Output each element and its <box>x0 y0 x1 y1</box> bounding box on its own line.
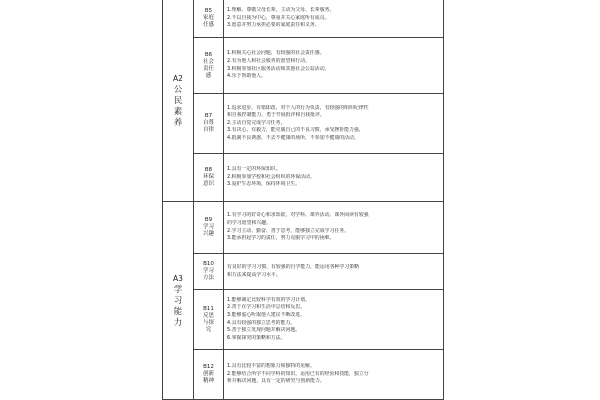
description-line: 1.具有一定的环保知识。 <box>227 166 281 173</box>
row-code: B7 <box>204 113 213 119</box>
row-code: B9 <box>204 217 213 223</box>
row-description <box>227 254 441 289</box>
description-line: 2.有为他人和社会服务的愿望和行动。 <box>227 57 310 64</box>
description-line: 3.愿意并努力承担必要的家庭责任和义务。 <box>227 22 320 29</box>
table-row <box>194 94 443 154</box>
group-code: A3 <box>173 273 183 283</box>
description-line: 和自我控制能力，勇于开展批评和自我批评。 <box>227 112 325 119</box>
row-description <box>227 0 441 37</box>
description-line: 4.抵制不良诱惑，不去不健康的场所，不参加不健康的活动。 <box>227 134 359 141</box>
description-line: 有良好的学习习惯，有较强的自学能力，能运用各种学习策略 <box>227 263 360 270</box>
row-name: 家庭任感 <box>202 15 214 28</box>
row-name: 创新精神 <box>202 371 214 384</box>
description-line: 4.乐于帮助他人。 <box>227 73 266 80</box>
row-description <box>227 350 441 399</box>
description-line: 3.积极参加社区服务活动和其他社会公益活动。 <box>227 65 330 72</box>
description-line: 3.能够虚心听取他人建议不断改进。 <box>227 311 306 318</box>
description-line: 析并解决问题，具有一定的研究与创新能力。 <box>227 378 325 385</box>
description-line: 2.主动自觉完成学习任务。 <box>227 119 286 126</box>
row-code: B6 <box>204 51 213 58</box>
row-description <box>227 290 441 349</box>
row-code: B12 <box>203 364 214 370</box>
description-line: 3.爱护生态环境，保持环境卫生。 <box>227 181 301 188</box>
row-name: 反思与探究 <box>202 312 214 333</box>
description-line: 4.具有较强的独立思考的能力。 <box>227 319 296 326</box>
description-line: 1.追求进步，有错即改，对个人的行为负责，有较强的组织纪律性 <box>227 104 369 111</box>
row-code: B5 <box>204 8 213 14</box>
description-line: 5.善于独立发现问题并解决问题。 <box>227 327 301 334</box>
table-row <box>194 290 443 350</box>
group-cell <box>163 0 194 202</box>
description-line: 2.学习主动、勤奋、善于思考，能够独立完成学习任务。 <box>227 227 350 234</box>
table-row <box>194 202 443 254</box>
description-line: 和方法来提高学习水平。 <box>227 271 281 278</box>
row-code: B8 <box>204 167 213 173</box>
description-line: 1.有学习的好奇心和求知欲，对学科、课外活动、课外阅读有较强 <box>227 212 369 219</box>
row-name: 环保意识 <box>202 174 214 187</box>
description-line: 2.能够结合所学不同学科的知识，运用已有的经验和技能，独立分 <box>227 370 369 377</box>
row-code: B11 <box>203 305 214 312</box>
table-row <box>194 154 443 202</box>
description-line: 6.掌握探究的策略和方法。 <box>227 334 286 341</box>
group-name: 学习能力 <box>173 284 183 328</box>
row-code: B10 <box>203 261 214 267</box>
row-description <box>227 94 441 153</box>
evaluation-table <box>162 0 444 400</box>
row-description <box>227 38 441 93</box>
group-cell <box>163 202 194 400</box>
row-name: 自尊自律 <box>202 120 214 133</box>
description-line: 2.积极参加学校和社会组织的环保活动。 <box>227 173 315 180</box>
table-row <box>194 38 443 94</box>
description-line: 1.能够制定比较科学有效的学习计划。 <box>227 296 310 303</box>
description-line: 1.积极关心社会问题，有较强的社会责任感。 <box>227 50 325 57</box>
description-line: 3.能承担起学习的责任，努力克服学习中的困难。 <box>227 235 335 242</box>
row-description <box>227 154 441 201</box>
description-line: 1.理解、尊敬父母长辈，主动为父母、长辈服务。 <box>227 7 335 14</box>
row-name: 学习兴趣 <box>202 224 214 237</box>
description-line: 的学习愿望和兴趣。 <box>227 219 272 226</box>
row-name: 学习方法 <box>202 268 214 281</box>
row-name: 社会责任感 <box>202 58 214 79</box>
description-line: 3.有决心、有毅力，能克服自己的不良习惯，承受挫折能力强， <box>227 127 364 134</box>
description-line: 2.善于在学习和生活中总结和反思。 <box>227 304 306 311</box>
group-code: A2 <box>173 73 183 83</box>
description-line: 2.不以自我为中心，尊重并关心家庭所有成员。 <box>227 14 330 21</box>
row-description <box>227 202 441 253</box>
group-name: 公民素养 <box>173 84 183 128</box>
table-row <box>194 254 443 290</box>
description-line: 1.具有比较丰富的想象力和独特的见解。 <box>227 363 315 370</box>
table-row <box>194 350 443 400</box>
table-row <box>194 0 443 38</box>
